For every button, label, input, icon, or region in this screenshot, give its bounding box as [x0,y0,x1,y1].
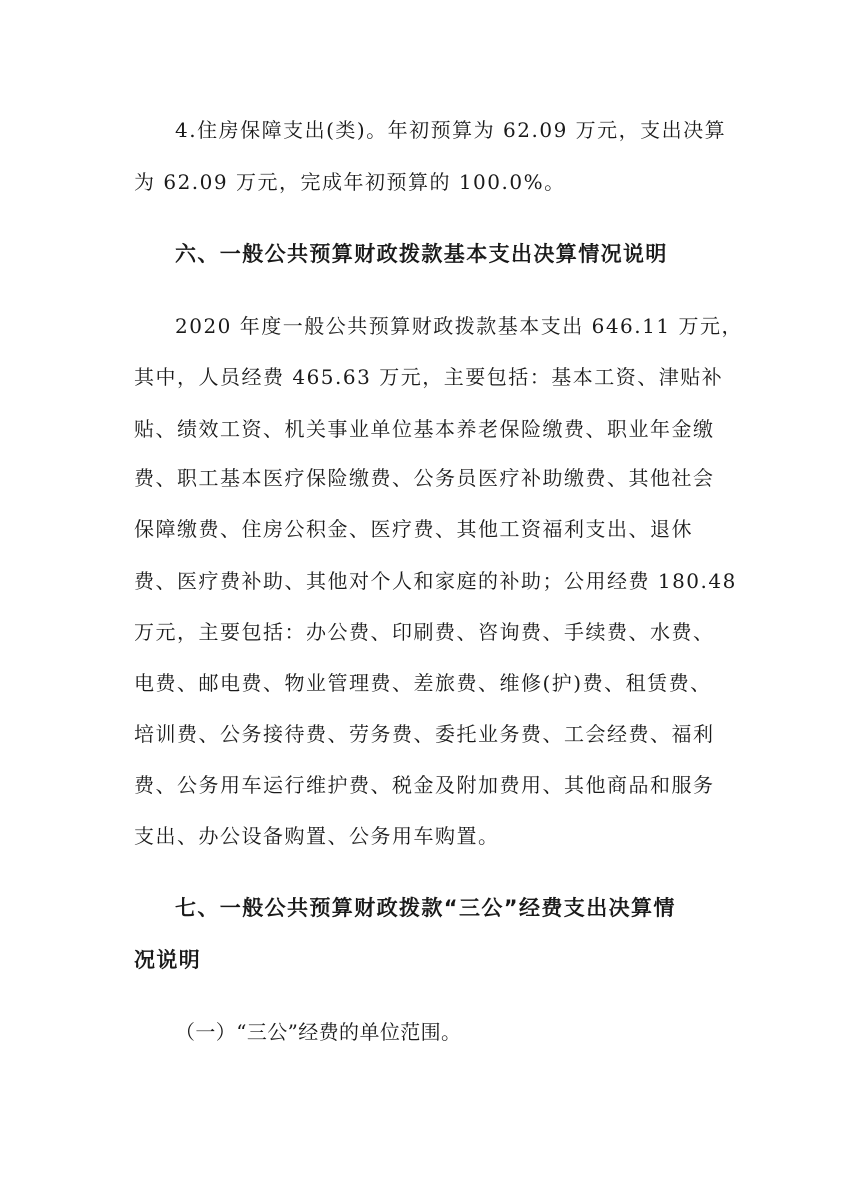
paragraph-housing-line-1: 4.住房保障支出(类)。年初预算为 62.09 万元，支出决算 [175,118,727,142]
section-6-line-9: 培训费、公务接待费、劳务费、委托业务费、工会经费、福利 [134,722,715,746]
section-6-line-5: 保障缴费、住房公积金、医疗费、其他工资福利支出、退休 [134,517,693,541]
section-6-line-1: 2020 年度一般公共预算财政拨款基本支出 646.11 万元， [175,314,743,338]
section-6-line-2: 其中，人员经费 465.63 万元，主要包括：基本工资、津贴补 [134,365,724,389]
section-6-line-8: 电费、邮电费、物业管理费、差旅费、维修(护)费、租赁费、 [134,671,712,695]
section-6-line-10: 费、公务用车运行维护费、税金及附加费用、其他商品和服务 [134,773,715,797]
section-6-heading: 六、一般公共预算财政拨款基本支出决算情况说明 [175,242,668,266]
section-7-subheading: （一）“三公”经费的单位范围。 [175,1020,462,1044]
paragraph-housing-line-2: 为 62.09 万元，完成年初预算的 100.0%。 [134,170,566,194]
section-6-line-4: 费、职工基本医疗保险缴费、公务员医疗补助缴费、其他社会 [134,466,715,490]
section-6-line-11: 支出、办公设备购置、公务用车购置。 [134,824,500,848]
section-6-line-7: 万元，主要包括：办公费、印刷费、咨询费、手续费、水费、 [134,620,715,644]
section-6-line-3: 贴、绩效工资、机关事业单位基本养老保险缴费、职业年金缴 [134,417,715,441]
section-6-line-6: 费、医疗费补助、其他对个人和家庭的补助；公用经费 180.48 [134,569,737,593]
section-7-heading-line-2: 况说明 [134,948,202,972]
section-7-heading-line-1: 七、一般公共预算财政拨款“三公”经费支出决算情 [175,896,676,920]
